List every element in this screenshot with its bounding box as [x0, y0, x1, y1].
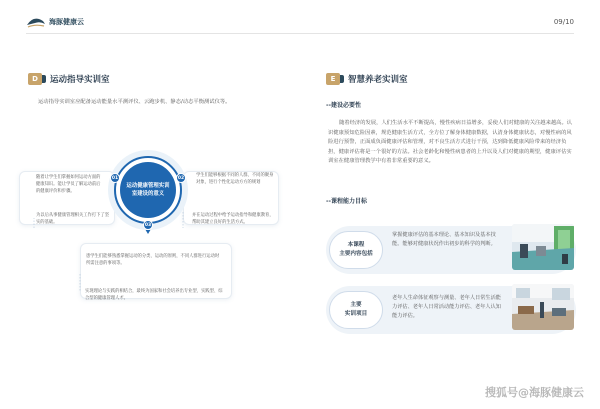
section-heading-e [326, 73, 408, 85]
course-label-line2: 主要内容包括 [339, 251, 373, 257]
brand-name: 海豚健康云 [49, 18, 84, 26]
benefit-text-03: 患学生们能够熟悉掌握运动的分类、运动的原则，不同人群进行运动时所需注意的事项等。 [86, 254, 220, 267]
section-badge-e: E [326, 73, 340, 85]
right-note: 并在运动过程中给予运动指导和健康教育，帮助其建立良好的生活方式。 [192, 213, 274, 226]
benefit-text-02: 学生们能够根据不同的人群，不同的聚身对象，进行个性化运动方方的规划 [196, 173, 274, 186]
course-label-line1: 本课程 [347, 242, 365, 248]
section-title-elderly-care: 智慧养老实训室 [348, 75, 408, 85]
badge-02: 02 [176, 173, 186, 183]
course-projects-text: 老年人生命体征观察与测量、老年人日常生活能力评估、老年人日常活动能力评估、老年人认知能力评估。 [392, 295, 501, 319]
course-label-projects [329, 291, 383, 329]
training-room-photo-2 [512, 284, 574, 330]
section-title-sports: 运动指导实训室 [50, 75, 110, 85]
training-room-photo-1 [512, 224, 574, 270]
center-circle-title: 运动健康管理实训室建设的意义 [120, 162, 176, 218]
badge-03: 03 [143, 220, 153, 230]
watermark: 搜狐号@海豚健康云 [485, 386, 584, 399]
project-label-line1: 主要 [350, 302, 362, 308]
badge-01: 01 [110, 173, 120, 183]
subheading-necessity: --建设必要性 [326, 102, 361, 109]
benefit-text-01: 随着让学生们掌握如何运动方面的健康知识。能让学员了解运动前后的健康评价和步骤。 [36, 175, 101, 195]
course-label-content [329, 231, 383, 269]
subheading-course-goals: --课程能力目标 [326, 198, 367, 205]
project-label-line2: 实训项目 [344, 311, 368, 317]
course-content-text: 掌握健康评估的基本理论、基本知识及基本技能。能够对健康状况作出初步的科学的判断。 [392, 232, 496, 247]
sports-room-intro: 运动指导实训室应配备运动能量水平测评仪、云跑步机、静态/动态平衡测试仪等。 [38, 99, 231, 105]
section-badge-d: D [28, 73, 42, 85]
left-note: 为以后从事健康管理相关工作打下了坚实的基础。 [36, 213, 110, 226]
bottom-note: 实现理论与实践的相结合，最终为国家和社会培养出专业型、实践型、综合型的健康管理人才。 [85, 289, 223, 302]
necessity-paragraph: 随着经济的发展，人们生活水平不断提高，慢性疾病日益增多，妥使人们对健康的关注越来越高。认识健康预知危险因素，规范健康生活方式，全方位了解身体健康数据，认清身体健康状态，对慢性病的风险进行预警，正面成负面健康评估和管理，对不良生活方式进行干预，达到降低健康风险带来的经济负担，健康评估将是一个很好的方法。社会老龄化和慢性病患者的上升以及人们对健康的期望，健康评估实训室在健康管理教学中有着非常重要的意义。 [328, 120, 573, 165]
page-number: 09/10 [553, 18, 574, 26]
